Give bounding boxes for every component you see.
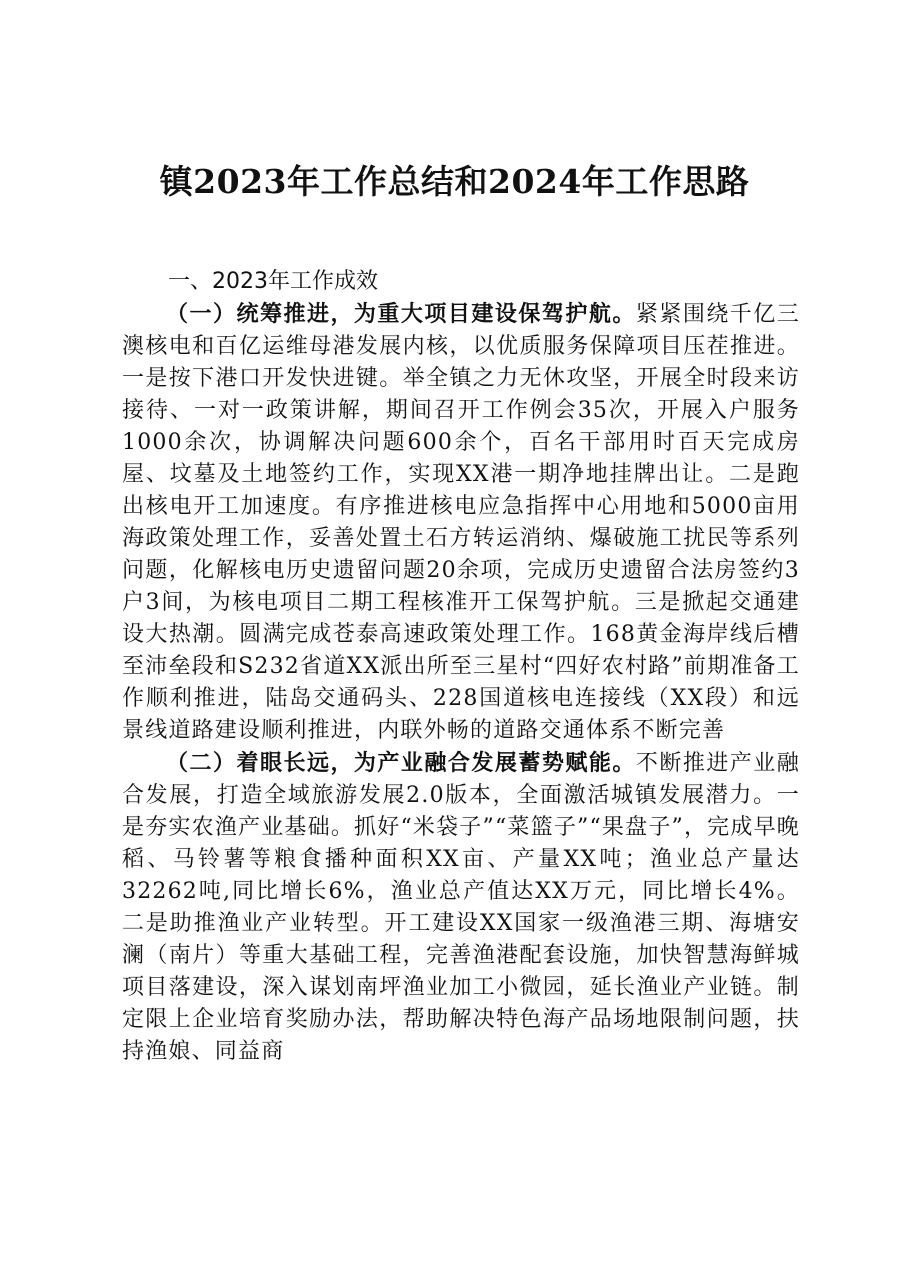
paragraph-2 xyxy=(122,747,800,1068)
section-heading: 一、2023年工作成效 xyxy=(168,269,378,294)
document-body xyxy=(122,266,800,1068)
document-title: 镇2023年工作总结和2024年工作思路 xyxy=(159,162,750,201)
paragraph-2-text: 不断推进产业融合发展，打造全域旅游发展2.0版本，全面激活城镇发展潜力。一是夯实农渔产业基础。抓好“米袋子”“菜篮子”“果盘子”，完成早晚稻、马铃薯等粮食播种面积XX亩、产量XX吨；渔业总产量达32262吨,同比增长6%，渔业总产值达XX万元，同比增长4%。二是助推渔业产业转型。开工建设XX国家一级渔港三期、海塘安澜（南片）等重大基础工程，完善渔港配套设施，加快智慧海鲜城项目落建设，深入谋划南坪渔业加工小微园，延长渔业产业链。制定限上企业培育奖励办法，帮助解决特色海产品场地限制问题，扶持渔娘、同益商 xyxy=(122,751,800,1064)
paragraph-2-lead: （二）着眼长远，为产业融合发展蓄势赋能。 xyxy=(166,750,636,776)
paragraph-1 xyxy=(122,298,800,747)
paragraph-1-text: 紧紧围绕千亿三澳核电和百亿运维母港发展内核，以优质服务保障项目压茬推进。一是按下港口开发快进键。举全镇之力无休攻坚，开展全时段来访接待、一对一政策讲解，期间召开工作例会35次，开展入户服务1000余次，协调解决问题600余个，百名干部用时百天完成房屋、坟墓及土地签约工作，实现XX港一期净地挂牌出让。二是跑出核电开工加速度。有序推进核电应急指挥中心用地和5000亩用海政策处理工作，妥善处置土石方转运消纳、爆破施工扰民等系列问题，化解核电历史遗留问题20余项，完成历史遗留合法房签约3户3间，为核电项目二期工程核准开工保驾护航。三是掀起交通建设大热潮。圆满完成苍泰高速政策处理工作。168黄金海岸线后槽至沛垒段和S232省道XX派出所至三星村“四好农村路”前期准备工作顺利推进，陆岛交通码头、228国道核电连接线（XX段）和远景线道路建设顺利推进，内联外畅的道路交通体系不断完善 xyxy=(122,302,800,743)
paragraph-1-lead: （一）统筹推进，为重大项目建设保驾护航。 xyxy=(166,301,636,327)
